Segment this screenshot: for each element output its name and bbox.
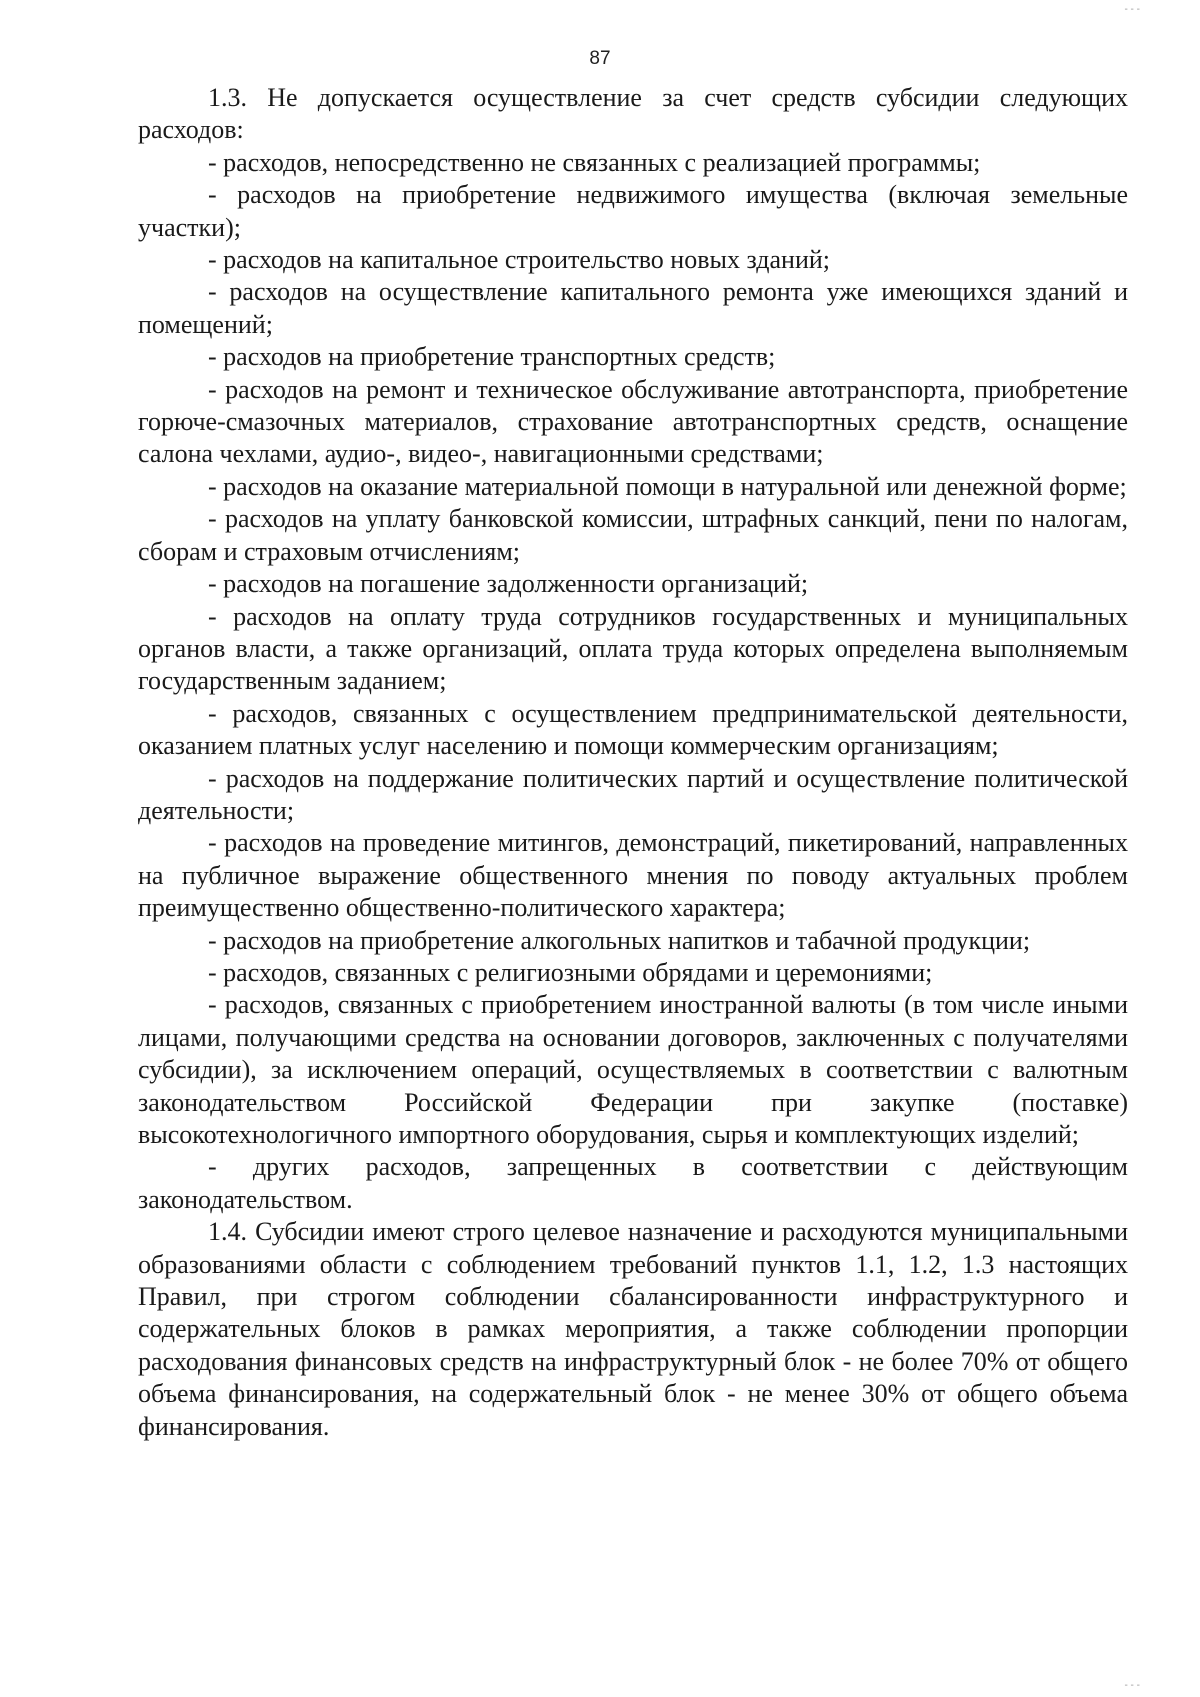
scan-artifact-top-right: - - - <box>1124 4 1140 15</box>
list-item-capital-repair: - расходов на осуществление капитального ремонта уже имеющихся зданий и помещений; <box>138 277 1128 339</box>
list-item-other-prohibited: - других расходов, запрещенных в соответствии с действующим законодательством. <box>138 1152 1128 1214</box>
paragraph-1-4: 1.4. Субсидии имеют строго целевое назначение и расходуются муниципальными образованиями области с соблюдением требований пунктов 1.1, 1.2, 1.3 настоящих Правил, при строгом соблюдении сбалансированности инфраструктурного и содержательных блоков в рамках мероприятия, а также соблюдении пропорции расходования финансовых средств на инфраструктурный блок - не более 70% от общего объема финансирования, на содержательный блок - не менее 30% от общего объема финансирования. <box>138 1217 1128 1441</box>
list-item-political-parties: - расходов на поддержание политических партий и осуществление политической деятельности; <box>138 763 1128 825</box>
list-item-staff-salaries: - расходов на оплату труда сотрудников государственных и муниципальных органов власти, а также организаций, оплата труда которых определена выполняемым государственным заданием; <box>138 601 1128 696</box>
list-item-unrelated-expenses: - расходов, непосредственно не связанных с реализацией программы; <box>208 147 981 177</box>
paragraph-1-3-intro: 1.3. Не допускается осуществление за счет средств субсидии следующих расходов: <box>138 83 1128 145</box>
list-item-vehicles: - расходов на приобретение транспортных средств; <box>208 342 776 372</box>
list-item-real-estate: - расходов на приобретение недвижимого имущества (включая земельные участки); <box>138 180 1128 242</box>
list-item-vehicle-maintenance: - расходов на ремонт и техническое обслуживание автотранспорта, приобретение горюче-смазочных материалов, страхование автотранспортных средств, оснащение салона чехлами, аудио-, видео-, навигационными средствами; <box>138 374 1128 469</box>
list-item-alcohol-tobacco: - расходов на приобретение алкогольных напитков и табачной продукции; <box>208 925 1031 955</box>
list-item-material-aid: - расходов на оказание материальной помощи в натуральной или денежной форме; <box>208 471 1127 501</box>
list-item-business-activity: - расходов, связанных с осуществлением предпринимательской деятельности, оказанием платных услуг населению и помощи коммерческим организациям; <box>138 698 1128 761</box>
list-item-debt-repayment: - расходов на погашение задолженности организаций; <box>208 569 809 599</box>
list-item-capital-construction: - расходов на капитальное строительство новых зданий; <box>208 245 830 275</box>
list-item-religious-rites: - расходов, связанных с религиозными обрядами и церемониями; <box>208 957 933 987</box>
list-item-rallies: - расходов на проведение митингов, демонстраций, пикетирований, направленных на публичное выражение общественного мнения по поводу актуальных проблем преимущественно общественно-политического характера; <box>138 828 1128 923</box>
document-body <box>138 82 1128 1443</box>
scan-artifact-bottom-right: - - - <box>1124 1680 1140 1691</box>
list-item-bank-fees: - расходов на уплату банковской комиссии, штрафных санкций, пени по налогам, сборам и страховым отчислениям; <box>138 504 1128 566</box>
page-number: 87 <box>589 48 611 69</box>
list-item-foreign-currency: - расходов, связанных с приобретением иностранной валюты (в том числе иными лицами, получающими средства на основании договоров, заключенных с получателями субсидии), за исключением операций, осуществляемых в соответствии с валютным законодательством Российской Федерации при закупке (поставке) высокотехнологичного импортного оборудования, сырья и комплектующих изделий; <box>138 990 1128 1149</box>
